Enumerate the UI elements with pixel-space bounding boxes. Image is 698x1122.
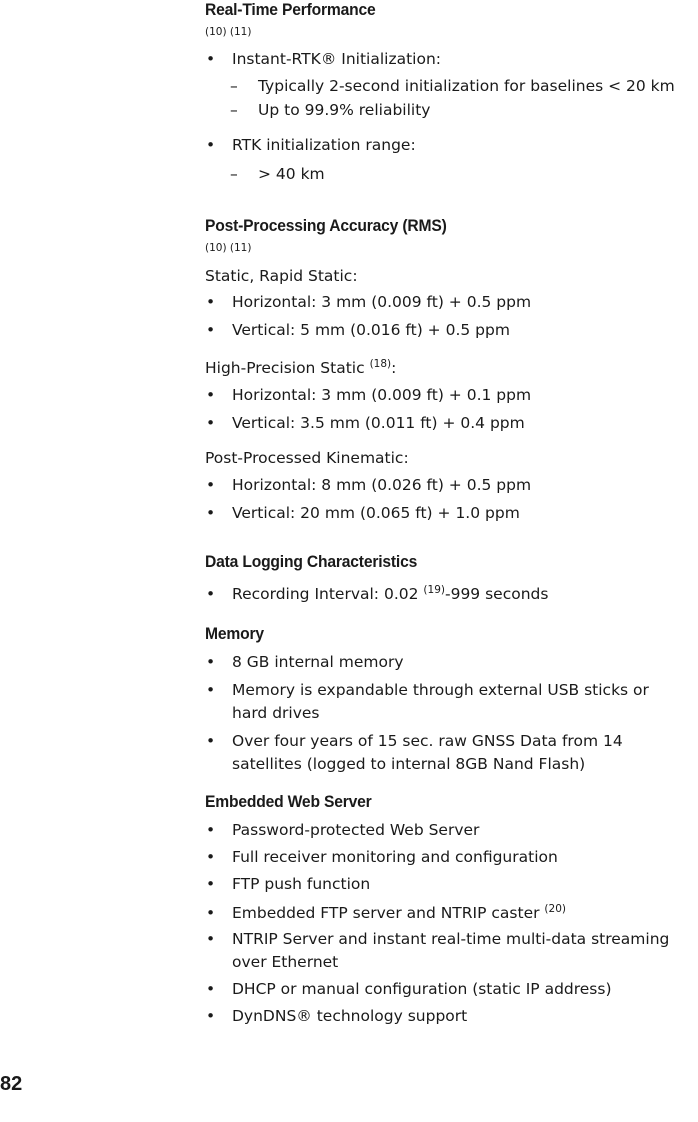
list-item: • NTRIP Server and instant real-time multi-data streaming over Ethernet [206, 930, 670, 971]
list-item: • Recording Interval: 0.02 $^{(19)}$-999 seconds [206, 584, 549, 603]
high-precision-static-label: High-Precision Static $^{(18)}$: [205, 358, 397, 377]
heading-data-logging: Data Logging Characteristics [205, 552, 418, 571]
list-item: • Full receiver monitoring and configuration [206, 848, 558, 866]
list-item: • Memory is expandable through external USB sticks or hard drives [206, 681, 649, 722]
section-embedded-web-server [205, 792, 698, 1028]
list-item: • FTP push function [206, 875, 371, 893]
heading-memory: Memory [205, 624, 264, 643]
sub-list-item: – > 40 km [230, 165, 325, 183]
section-memory [205, 624, 698, 776]
list-item: • Horizontal: 3 mm (0.009 ft) + 0.5 ppm [206, 293, 532, 311]
post-processed-kinematic-label: Post-Processed Kinematic: [205, 449, 409, 467]
list-item: • Horizontal: 3 mm (0.009 ft) + 0.1 ppm [206, 386, 532, 404]
static-label: Static, Rapid Static: [205, 267, 358, 285]
section-data-logging [205, 552, 698, 606]
list-item: • DHCP or manual configuration (static IP address) [206, 980, 612, 998]
sub-list-item: – Typically 2-second initialization for baselines < 20 km [230, 77, 675, 95]
list-item: • Horizontal: 8 mm (0.026 ft) + 0.5 ppm [206, 476, 532, 494]
page-number: 82 [0, 1073, 23, 1095]
list-item: • Over four years of 15 sec. raw GNSS Data from 14 satellites (logged to internal 8GB Nand Flash) [206, 732, 623, 773]
heading-post-processing-accuracy: Post-Processing Accuracy (RMS) [205, 216, 447, 235]
reference-notes: (10) (11) [205, 242, 252, 254]
heading-embedded-web-server: Embedded Web Server [205, 792, 372, 811]
list-item: • Vertical: 3.5 mm (0.011 ft) + 0.4 ppm [206, 414, 525, 432]
list-item: • RTK initialization range: [206, 136, 416, 154]
section-real-time-performance [205, 0, 698, 186]
reference-notes: (10) (11) [205, 26, 252, 38]
list-item: • Vertical: 20 mm (0.065 ft) + 1.0 ppm [206, 504, 520, 522]
list-item: • Password-protected Web Server [206, 821, 480, 839]
list-item: • Vertical: 5 mm (0.016 ft) + 0.5 ppm [206, 321, 510, 339]
list-item: • DynDNS® technology support [206, 1007, 468, 1025]
heading-real-time-performance: Real-Time Performance [205, 0, 376, 19]
list-item: • 8 GB internal memory [206, 653, 404, 671]
list-item: • Embedded FTP server and NTRIP caster $^{(20)}$ [206, 903, 566, 922]
section-post-processing-accuracy [205, 216, 698, 525]
list-item: • Instant-RTK® Initialization: [206, 50, 441, 68]
sub-list-item: – Up to 99.9% reliability [230, 101, 431, 119]
